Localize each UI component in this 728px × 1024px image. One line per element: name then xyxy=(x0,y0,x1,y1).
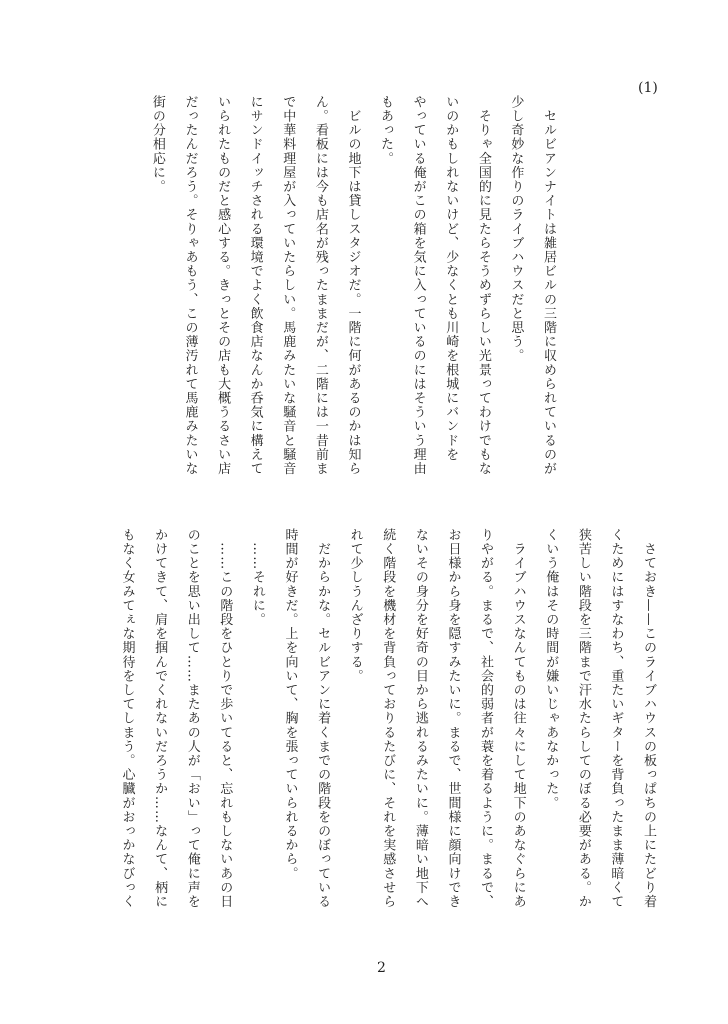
page-number: 2 xyxy=(377,960,386,976)
text-line: くいう俺はその時間が嫌いじゃあなかった。 xyxy=(543,528,559,810)
text-line: やっている俺がこの箱を気に入っているのにはそういう理由 xyxy=(410,95,426,476)
text-line: りやがる。まるで、社会的弱者が蓑を着るように。まるで、 xyxy=(478,528,494,909)
text-line: ないその身分を好奇の目から逃れるみたいに。薄暗い地下へ xyxy=(412,528,428,909)
text-line: ん。看板には今も店名が残ったままだが、二階には一昔前ま xyxy=(312,95,328,476)
text-line: そりゃ全国的に見たらそうめずらしい光景ってわけでもな xyxy=(475,95,491,476)
text-line: れて少しうんざりする。 xyxy=(347,528,363,684)
text-line: セルビアンナイトは雑居ビルの三階に収められているのが xyxy=(541,95,556,476)
text-line: のことを思い出して……またあの人が「おい」って俺に声を xyxy=(184,528,200,909)
text-line: だからかな。セルビアンに着くまでの階段をのぼっている xyxy=(315,528,331,909)
text-line: ……それに。 xyxy=(249,528,265,627)
text-line: 時間が好きだ。上を向いて、胸を張っていられるから。 xyxy=(282,528,298,881)
text-line: 狭苦しい階段を三階まで汗水たらしてのぼる必要がある。か xyxy=(575,528,591,909)
text-line: いのかもしれないけど、少なくとも川崎を根城にバンドを xyxy=(443,95,459,462)
text-line: もなく女みてぇな期待をしてしまう。心臓がおっかなびっく xyxy=(119,528,135,909)
text-line: にサンドイッチされる環境でよく飲食店なんか呑気に構えて xyxy=(247,95,263,476)
text-line: いられたものだと感心する。きっとその店も大概うるさい店 xyxy=(215,95,231,476)
text-line: もあった。 xyxy=(378,95,394,166)
text-line: ……この階段をひとりで歩いてると、忘れもしないあの日 xyxy=(217,528,233,909)
text-line: ライブハウスなんてものは往々にして地下のあなぐらにあ xyxy=(510,528,526,909)
text-line: だったんだろう。そりゃあもう、この薄汚れて馬鹿みたいな xyxy=(182,95,198,476)
text-line: で中華料理屋が入っていたらしい。馬鹿みたいな騒音と騒音 xyxy=(280,95,296,476)
text-line: ビルの地下は貸しスタジオだ。一階に何があるのかは知ら xyxy=(345,95,361,476)
text-line: 街の分相応に。 xyxy=(149,95,165,194)
text-line: 続く階段を機材を背負っておりるたびに、それを実感させら xyxy=(380,528,396,909)
text-line: 少し奇妙な作りのライブハウスだと思う。 xyxy=(508,95,524,363)
text-block-top xyxy=(140,95,564,495)
section-heading: (1) xyxy=(638,80,658,96)
text-line: お日様から身を隠すみたいに。まるで、世間様に顔向けでき xyxy=(445,528,461,909)
text-block-bottom xyxy=(110,528,664,928)
text-line: くためにはすなわち、重たいギターを背負ったまま薄暗くて xyxy=(608,528,624,909)
text-line: さておき——このライブハウスの板っぱちの上にたどり着 xyxy=(641,528,656,909)
text-line: かけてきて、肩を掴んでくれないだろうか……なんて、柄に xyxy=(152,528,168,909)
